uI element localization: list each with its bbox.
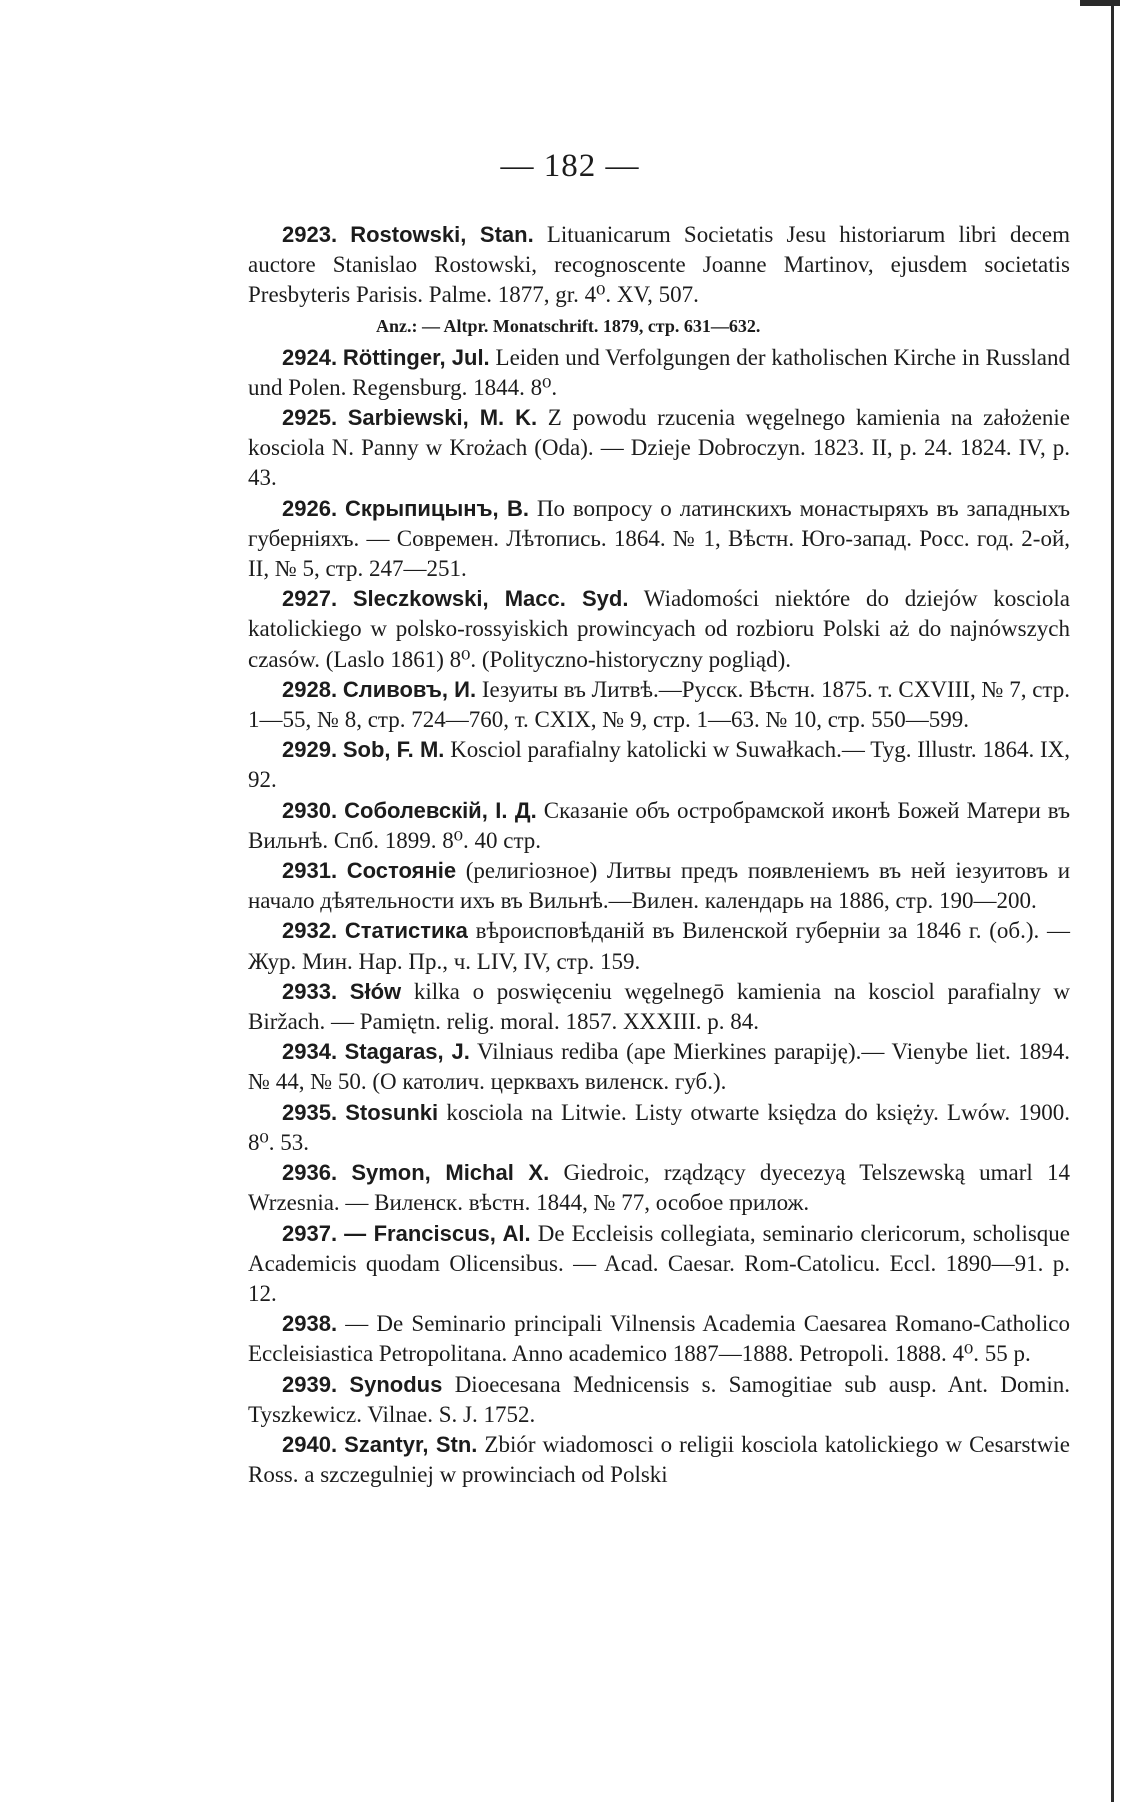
entry-number: 2923. (282, 222, 338, 247)
entry-text: kosciola na Litwie. Listy otwarte księdza do księży. Lwów. 1900. 8⁰. 53. (248, 1099, 1070, 1155)
entry-number: 2936. (282, 1160, 338, 1186)
entry-number: 2933. (282, 978, 338, 1004)
entry-2923 (248, 220, 1070, 311)
entry-2934 (248, 1037, 1070, 1097)
entry-2931 (248, 856, 1070, 916)
entry-author: Соболевскій, I. Д. (344, 797, 537, 823)
entry-number: 2934. (282, 1039, 338, 1065)
entry-author: Sarbiewski, M. K. (347, 405, 538, 431)
entry-author: Сливовъ, И. (342, 676, 477, 702)
entry-author: — Franciscus, Al. (344, 1220, 531, 1246)
entry-text: Wiadomości niektóre do dziejów kosciola katolickiego w polsko-rossyiskich prowincyach od rozbioru Polski aż do najnówszych czasów. (Laslo 1861) 8⁰. (Polityczno-historyczny pogliąd). (248, 586, 1070, 672)
entry-number: 2932. (282, 918, 338, 944)
entry-author: Stagaras, J. (344, 1039, 470, 1065)
entry-text: Іезуиты въ Литвѣ.—Русск. Вѣстн. 1875. т. CXVIII, № 7, стр. 1—55, № 8, стр. 724—760, т. CXIX, № 9, стр. 1—63. № 10, стр. 550—599. (248, 676, 1071, 733)
scan-edge-mark (1080, 0, 1120, 6)
entry-number: 2924. (282, 344, 338, 370)
entry-text: Giedroic, rządzący dyecezyą Telszewską umarl 14 Wrzesnia. — Виленск. вѣстн. 1844, № 77, особое прилож. (248, 1160, 1071, 1216)
entry-2930 (248, 796, 1070, 856)
entry-2939 (248, 1370, 1070, 1430)
entry-number: 2940. (282, 1431, 338, 1457)
entry-text: Vilniaus rediba (ape Mierkines parapiję).— Vienybe liet. 1894. № 44, № 50. (О католич. церквахъ виленск. губ.). (248, 1039, 1070, 1095)
entry-2926 (248, 494, 1070, 585)
entry-number: 2930. (282, 797, 338, 823)
entry-number: 2929. (282, 737, 338, 763)
entry-text: Leiden und Verfolgungen der katholischen Kirche in Russland und Polen. Regensburg. 1844. 8⁰. (248, 344, 1070, 400)
entry-number: 2925. (282, 405, 338, 431)
entry-text: Сказаніе объ остробрамской иконѣ Божей Матери въ Вильнѣ. Спб. 1899. 8⁰. 40 стр. (248, 797, 1070, 853)
entry-author: Sleczkowski, Macc. Syd. (352, 586, 629, 612)
entry-number: 2926. (282, 495, 338, 521)
scan-edge-line (1111, 0, 1114, 1802)
entry-number: 2938. (282, 1311, 338, 1337)
entry-number: 2935. (282, 1099, 338, 1125)
entry-2927 (248, 584, 1070, 675)
entry-author: Synodus (349, 1371, 443, 1397)
entry-2925 (248, 403, 1070, 494)
entry-number: 2939. (282, 1371, 338, 1397)
entry-number: 2927. (282, 586, 338, 612)
entry-text: Kosciol parafialny katolicki w Suwałkach.— Tyg. Illustr. 1864. IX, 92. (248, 737, 1071, 793)
entry-text: Lituanicarum Societatis Jesu historiarum libri decem auctore Stanislao Rostowski, recognoscente Joanne Martinov, ejusdem societatis Presbyteris Parisis. Palme. 1877, gr. 4⁰. XV, 507. (248, 222, 1070, 308)
entry-2932 (248, 916, 1070, 976)
entry-author: Słów (349, 978, 402, 1004)
bibliography-entries (248, 220, 1070, 1490)
entry-text: Z powodu rzucenia węgelnego kamienia na założenie kosciola N. Panny w Krożach (Oda). — Dzieje Dobroczyn. 1823. II, p. 24. 1824. IV, p. 43. (248, 405, 1070, 491)
entry-2933 (248, 977, 1070, 1037)
entry-author: Röttinger, Jul. (342, 344, 490, 370)
entry-2937 (248, 1219, 1070, 1310)
entry-2938 (248, 1309, 1070, 1369)
entry-2924 (248, 343, 1070, 403)
entry-author: Скрыпицынъ, В. (344, 495, 529, 521)
entry-author: Rostowski, Stan. (350, 222, 534, 247)
entry-text: По вопросу о латинскихъ монастыряхъ въ западныхъ губерніяхъ. — Современ. Лѣтопись. 1864. № 1, Вѣстн. Юго-запад. Росс. год. 2-ой, II, № 5, стр. 247—251. (248, 495, 1070, 582)
entry-text: kilka o poswięceniu węgelnegō kamienia na kosciol parafialny w Biržach. — Pamiętn. relig. moral. 1857. XXXIII. p. 84. (248, 978, 1071, 1035)
page-number: — 182 — (500, 148, 640, 184)
entry-2935 (248, 1098, 1070, 1158)
entry-2936 (248, 1158, 1070, 1218)
entry-author: Stosunki (345, 1099, 439, 1125)
entry-text: Dioecesana Mednicensis s. Samogitiae sub ausp. Ant. Domin. Tyszkewicz. Vilnae. S. J. 1752. (248, 1371, 1071, 1427)
entry-2940 (248, 1430, 1070, 1490)
entry-2929 (248, 735, 1070, 795)
entry-author: Статистика (344, 918, 468, 944)
entry-text: — De Seminario principali Vilnensis Academia Caesarea Romano-Catholico Eccleisiastica Petropolitana. Anno academico 1887—1888. Petropoli. 1888. 4⁰. 55 p. (248, 1311, 1070, 1367)
entry-text: вѣроисповѣданій въ Виленской губерніи за 1846 г. (об.). — Жур. Мин. Нар. Пр., ч. LIV, IV, стр. 159. (248, 918, 1071, 974)
entry-2928 (248, 675, 1070, 735)
entry-text: Zbiór wiadomosci o religii kosciola katolickiego w Cesarstwie Ross. a szczegulniej w prowinciach od Polski (248, 1431, 1070, 1488)
entry-author: Состояніе (346, 858, 457, 884)
entry-author: Szantyr, Stn. (344, 1431, 478, 1457)
entry-author: Sob, F. M. (342, 737, 445, 763)
entry-text: (религіозное) Литвы предъ появленіемъ въ ней іезуитовъ и начало дѣятельности ихъ въ Вильнѣ.—Вилен. календарь на 1886, стр. 190—200. (248, 858, 1071, 914)
entry-author: Symon, Michal X. (351, 1160, 550, 1186)
entry-number: 2937. (282, 1220, 338, 1246)
entry-text: De Eccleisis collegiata, seminario clericorum, scholisque Academicis quodam Olicensibus. — Acad. Caesar. Rom-Catolicu. Eccl. 1890—91. p. 12. (248, 1220, 1071, 1306)
entry-number: 2931. (282, 858, 338, 884)
entry-2923-note: Anz.: — Altpr. Monatschrift. 1879, стр. 631—632. (376, 315, 761, 336)
entry-number: 2928. (282, 676, 338, 702)
